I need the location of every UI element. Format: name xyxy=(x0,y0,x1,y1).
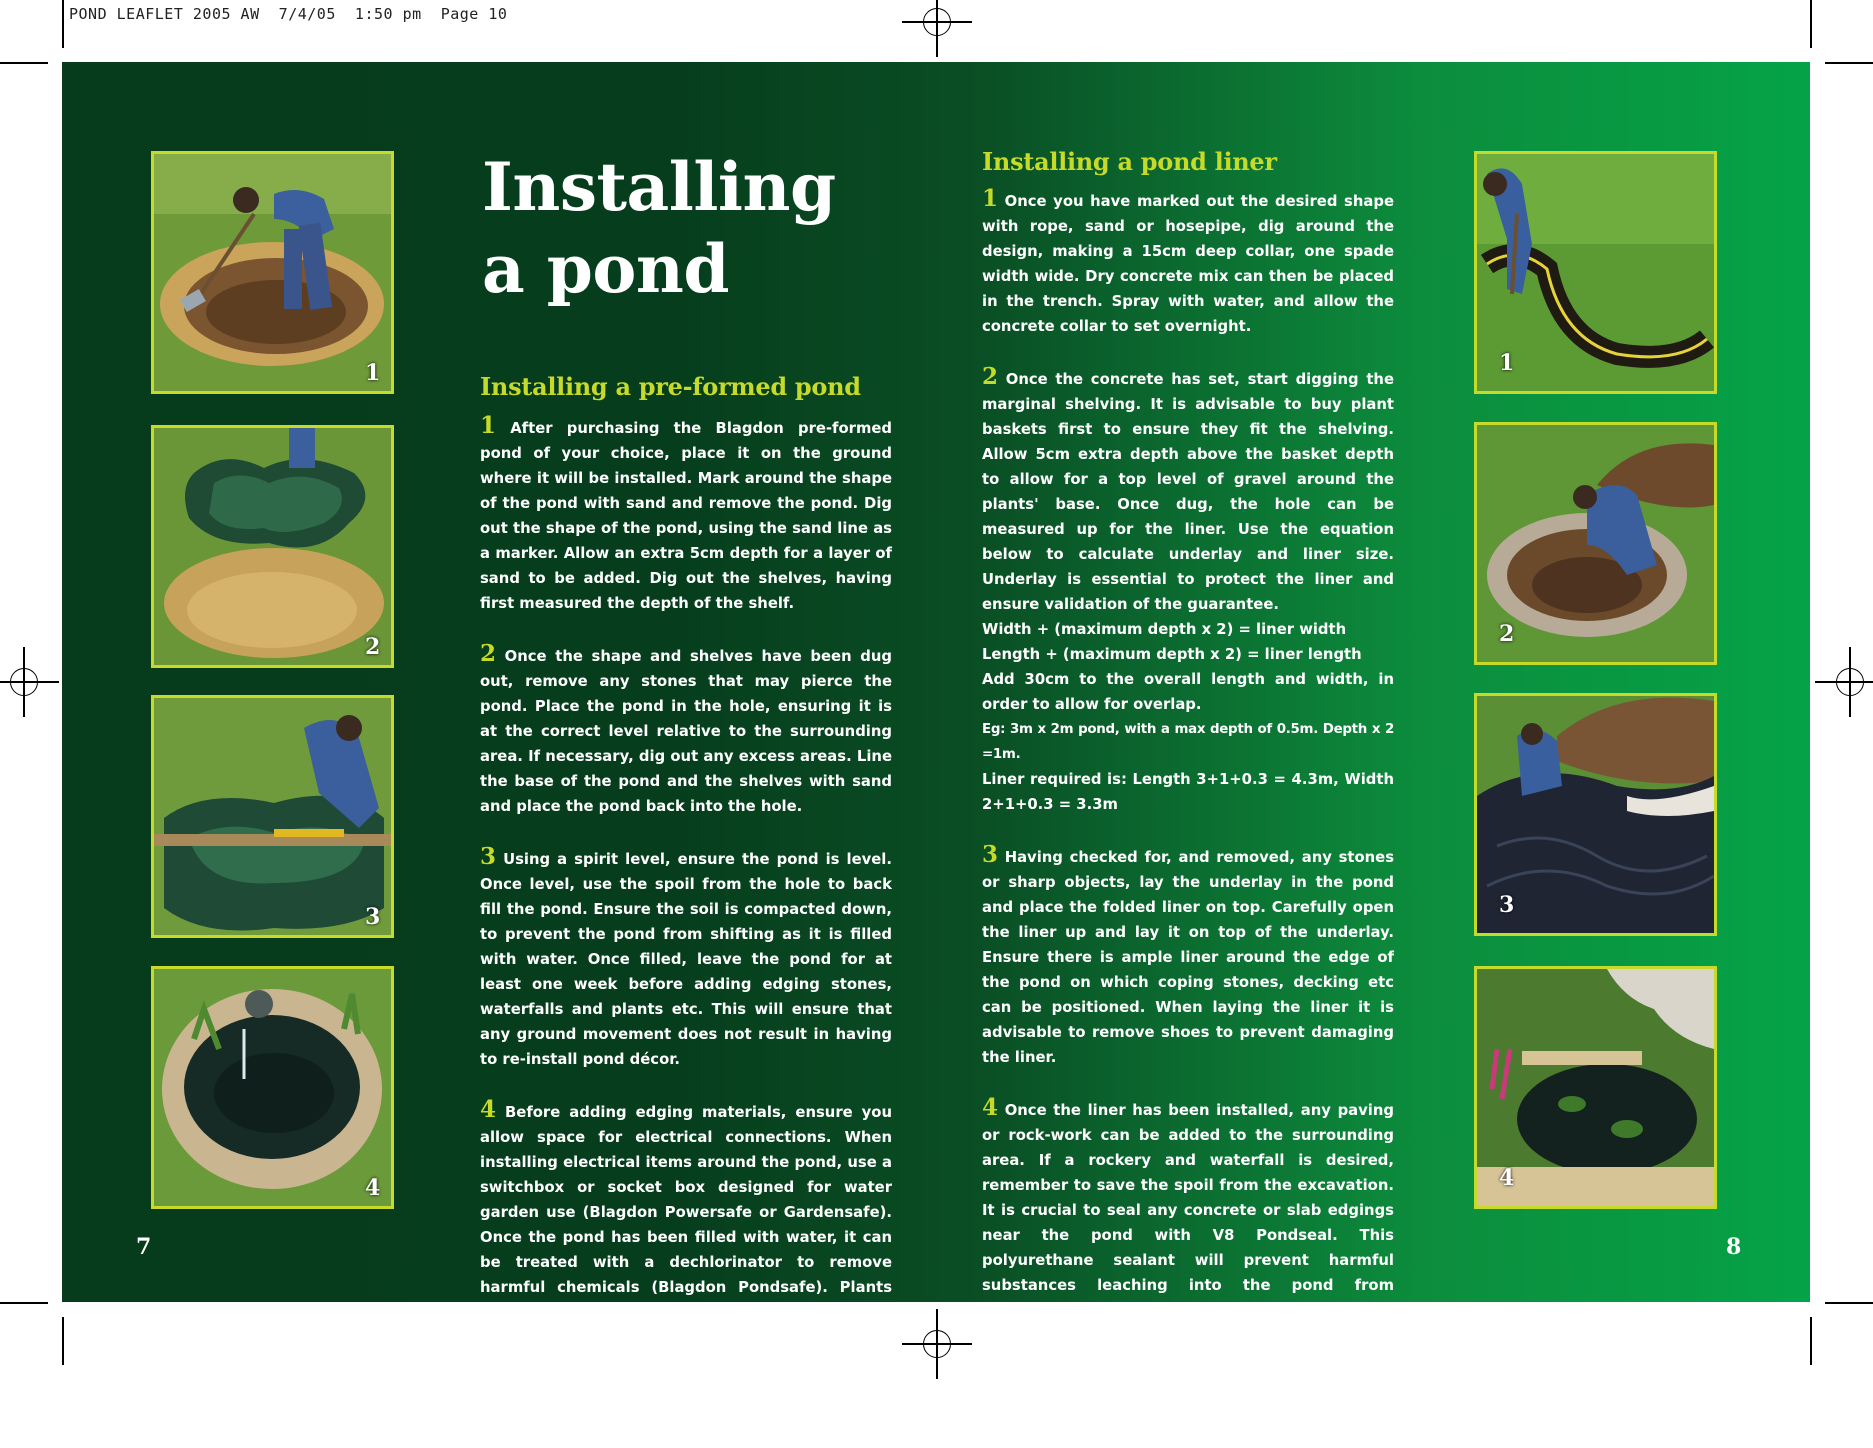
step-number: 2 xyxy=(982,363,999,390)
step-text: Once the shape and shelves have been dug out, remove any stones that may pierce the pond. Place the pond in the hole, ensuring it is at the correct level relative to the surrounding area. If necessary, dig out any excess areas. Line the base of the pond and the shelves with sand and place the pond back into the hole. xyxy=(480,648,892,815)
equation-result: Liner required is: Length 3+1+0.3 = 4.3m, Width 2+1+0.3 = 3.3m xyxy=(982,771,1394,813)
crop-mark xyxy=(0,1302,48,1304)
step-text: Using a spirit level, ensure the pond is level. Once level, use the spoil from the hole to back fill the pond. Ensure the soil is compacted down, to prevent the pond from shifting as it is filled with water. Once filled, leave the pond for at least one week before adding edging stones, waterfalls and plants etc. This will ensure that any ground movement does not result in having to re-install pond décor. xyxy=(480,851,892,1068)
registration-mark-top xyxy=(923,8,951,36)
crop-mark xyxy=(0,62,48,64)
photo-number: 1 xyxy=(1499,350,1515,376)
step-text: Once the concrete has set, start digging the marginal shelving. It is advisable to buy plant baskets first to ensure they fit the shelving. Allow 5cm extra depth above the basket depth to allow for a top level of gravel around the plants' base. Once dug, the hole can be measured up for the liner. Use the equation below to calculate underlay and liner size. Underlay is essential to protect the liner and ensure validation of the guarantee. xyxy=(982,371,1394,613)
equation-overlap: Add 30cm to the overall length and width, in order to allow for overlap. xyxy=(982,671,1394,713)
photo-number: 1 xyxy=(365,360,381,386)
preformed-step-3 xyxy=(480,844,892,1072)
step-number: 3 xyxy=(480,843,497,870)
liner-step-4 xyxy=(982,1095,1394,1323)
step-text: Once you have marked out the desired shape with rope, sand or hosepipe, dig around the design, making a 15cm deep collar, one spade width wide. Dry concrete mix can then be placed in the trench. Spray with water, and allow the concrete collar to set overnight. xyxy=(982,193,1394,335)
leaflet-spread xyxy=(62,62,1810,1419)
preformed-step-1 xyxy=(480,413,892,616)
page-title xyxy=(482,146,836,310)
equation-width: Width + (maximum depth x 2) = liner width xyxy=(982,621,1347,638)
further-info-note: For further information on building a pond, we recommend the "Pondmaster Guide to creating a Garden Pond" book. xyxy=(982,1352,1394,1419)
step-number: 2 xyxy=(480,640,497,667)
step-text: After purchasing the Blagdon pre-formed pond of your choice, place it on the ground where it will be installed. Mark around the shape of the pond with sand and remove the pond. Dig out the shape of the pond, using the sand line as a marker. Allow an extra 5cm depth for a layer of sand to be added. Dig out the shelves, having first measured the depth of the shelf. xyxy=(480,420,892,612)
crop-mark xyxy=(1825,1302,1873,1304)
page-number-right: 8 xyxy=(1726,1234,1742,1260)
step-number: 4 xyxy=(982,1094,999,1121)
photo-levelling-pond xyxy=(151,695,394,938)
photo-finished-liner-pond xyxy=(1474,966,1717,1209)
registration-mark-left xyxy=(10,668,38,696)
photo-digging-marginal-shelf xyxy=(1474,422,1717,665)
photo-number: 3 xyxy=(365,904,381,930)
crop-mark xyxy=(1810,1317,1812,1365)
step-number: 3 xyxy=(982,841,999,868)
photo-number: 2 xyxy=(1499,621,1515,647)
crop-mark xyxy=(1810,0,1812,48)
title-line-1: Installing xyxy=(482,148,836,226)
equation-example: Eg: 3m x 2m pond, with a max depth of 0.5m. Depth x 2 =1m. xyxy=(982,722,1394,762)
equation-length: Length + (maximum depth x 2) = liner length xyxy=(982,646,1362,663)
preformed-step-2 xyxy=(480,641,892,819)
photo-laying-liner xyxy=(1474,693,1717,936)
page-number-left: 7 xyxy=(136,1234,152,1260)
photo-digging-pond-hole xyxy=(151,151,394,394)
liner-step-1 xyxy=(982,186,1394,339)
photo-placing-preformed-pond xyxy=(151,425,394,668)
pond-liner-heading: Installing a pond liner xyxy=(982,147,1277,176)
registration-mark-right xyxy=(1836,668,1864,696)
photo-number: 3 xyxy=(1499,892,1515,918)
photo-number: 4 xyxy=(365,1175,381,1201)
step-number: 4 xyxy=(480,1096,497,1123)
step-text: Having checked for, and removed, any stones or sharp objects, lay the underlay in the pond and place the folded liner on top. Carefully open the liner up and lay it on top of the underlay. Ensure there is ample liner around the edge of the pond on which coping stones, decking etc can be positioned. When laying the liner it is advisable to remove shoes to prevent damaging the liner. xyxy=(982,849,1394,1066)
preformed-step-4 xyxy=(480,1097,892,1375)
printer-slug: POND LEAFLET 2005 AW 7/4/05 1:50 pm Page 10 xyxy=(69,5,508,23)
crop-mark xyxy=(62,0,64,48)
preformed-pond-column xyxy=(480,372,892,1400)
step-number: 1 xyxy=(480,412,497,439)
photo-number: 4 xyxy=(1499,1165,1515,1191)
step-number: 1 xyxy=(982,185,999,212)
liner-step-2 xyxy=(982,364,1394,617)
liner-step-3 xyxy=(982,842,1394,1070)
pond-liner-column xyxy=(982,147,1394,1448)
photo-finished-pond-fountain xyxy=(151,966,394,1209)
step-text: Before adding edging materials, ensure you allow space for electrical connections. When installing electrical items around the pond, use a switchbox or socket box designed for water garden use (Blagdon Powersafe or Gardensafe). Once the pond has been filled with water, it can be treated with a dechlorinator to remove harmful chemicals (Blagdon Pondsafe). Plants can be added and should be left for a period of 2 weeks to establish before the first few fish are introduced. xyxy=(480,1104,892,1371)
preformed-pond-heading: Installing a pre-formed pond xyxy=(480,372,861,401)
registration-mark-bottom xyxy=(923,1330,951,1358)
title-line-2: a pond xyxy=(482,230,730,308)
crop-mark xyxy=(62,1317,64,1365)
step-text: Once the liner has been installed, any paving or rock-work can be added to the surrounding area. If a rockery and waterfall is desired, remember to save the spoil from the excavation. It is crucial to seal any concrete or slab edgings near the pond with V8 Pondseal. This polyurethane sealant will prevent harmful substances leaching into the pond from concrete. xyxy=(982,1102,1394,1319)
photo-number: 2 xyxy=(365,634,381,660)
photo-marking-liner-shape xyxy=(1474,151,1717,394)
crop-mark xyxy=(1825,62,1873,64)
